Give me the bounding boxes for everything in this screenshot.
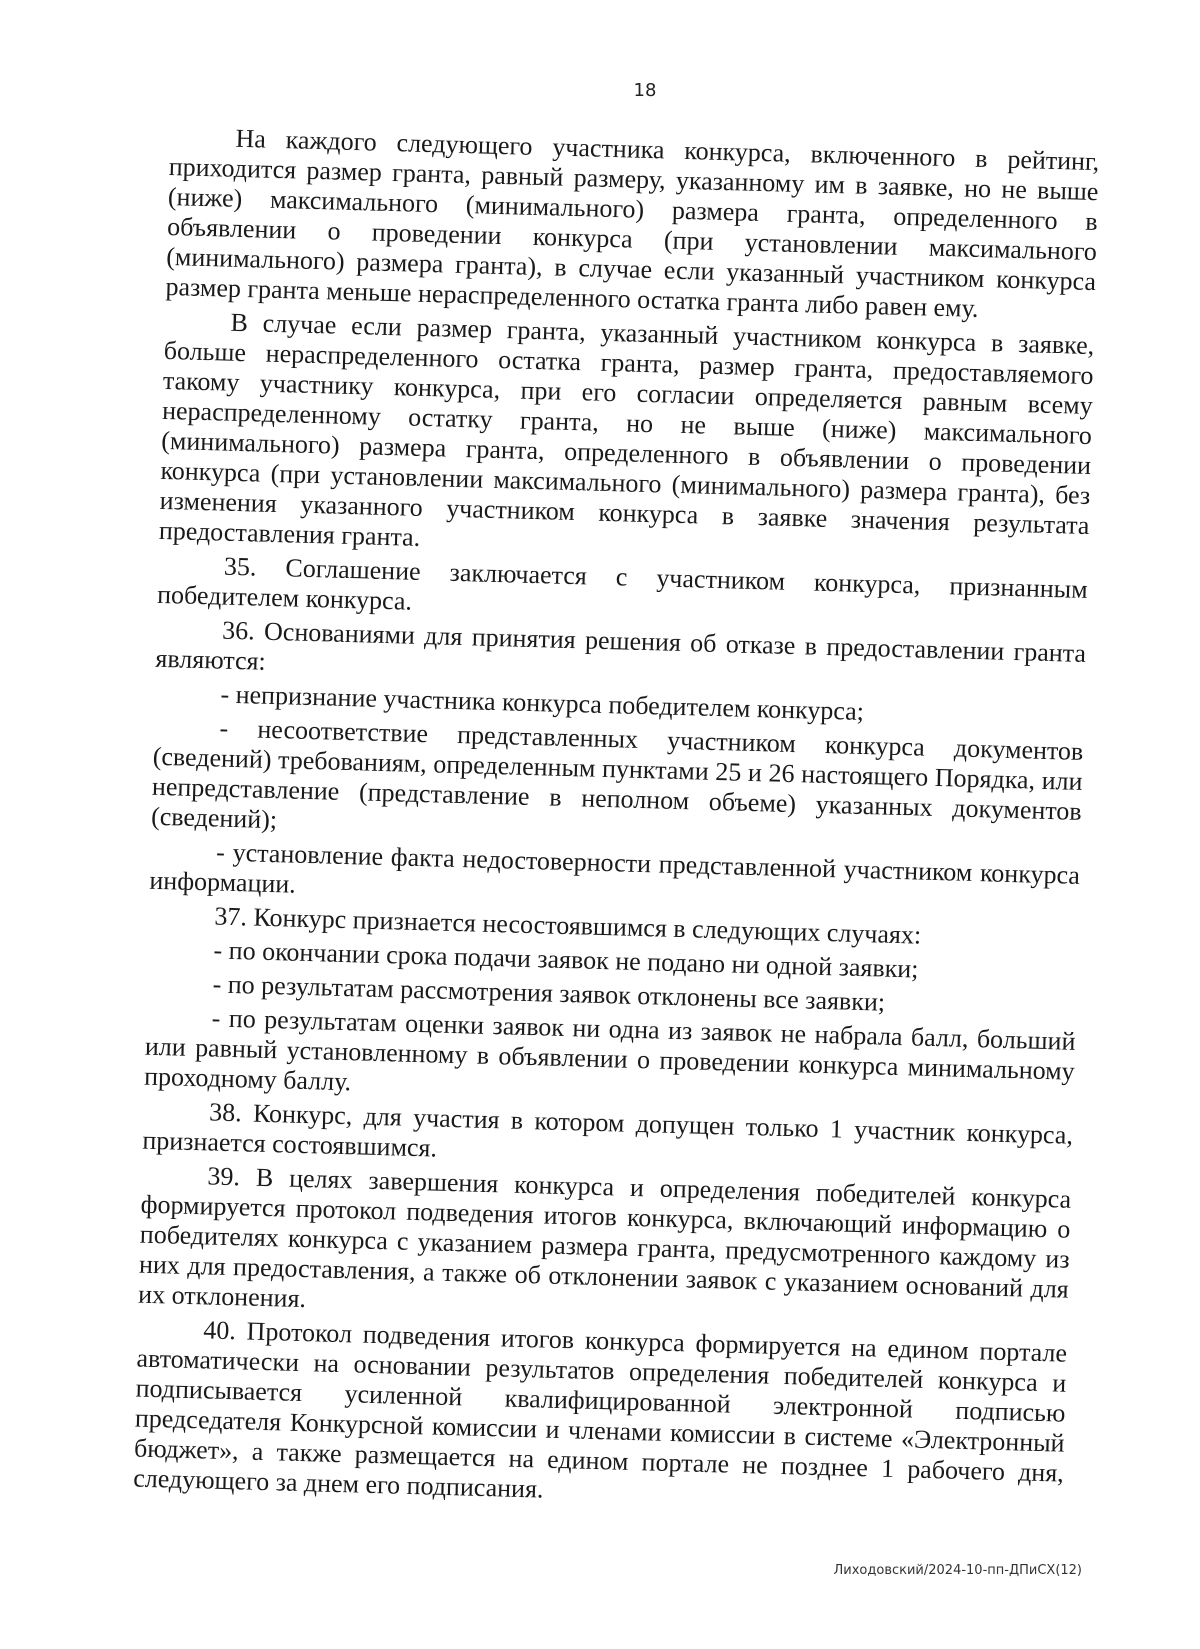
paragraph-36: 36. Основаниями для принятия решения об отказе в предоставлении гранта являются: — [155, 615, 1087, 676]
paragraph-grant-exceeds-remainder: В случае если размер гранта, указанный участником конкурса в заявке, больше нераспределенного остатка гранта, размер гранта, предоставляемого такому участнику конкурса, при его согласии определяется равным всему нераспределенному остатку гранта, но не выше (ниже) максимального (минимального) размера гранта, определенного в объявлении о проведении конкурса (при установлении максимального (минимального) размера гранта), без изменения указанного участником конкурса в заявке значения результата предоставления гранта. — [158, 307, 1095, 552]
paragraph-38: 38. Конкурс, для участия в котором допущен только 1 участник конкурса, признается состоявшимся. — [142, 1097, 1074, 1163]
list-item-37-2: - по результатам рассмотрения заявок отклонены все заявки; — [212, 969, 886, 1017]
list-item-37-1: - по окончании срока подачи заявок не подано ни одной заявки; — [213, 935, 919, 984]
list-item-36-2: - несоответствие представленных участником конкурса документов (сведений) требованиям, определенным пунктами 25 и 26 настоящего Порядка, или непредставление (представление в неполном объеме) указанных документов (сведений); — [150, 713, 1084, 835]
list-item-36-3: - установление факта недостоверности представленной участником конкурса информации. — [149, 837, 1081, 899]
document-body — [133, 122, 1100, 1523]
paragraph-40: 40. Протокол подведения итогов конкурса формируется на едином портале автоматически на основании результатов определения победителей конкурса и подписывается усиленной квалифицированной электронной подписью председателя Конкурсной комиссии и членами комиссии в системе «Электронный бюджет», а также размещается на едином портале не позднее 1 рабочего дня, следующего за днем его подписания. — [132, 1315, 1068, 1504]
footer-document-code: Лиходовский/2024-10-пп-ДПиСХ(12) — [833, 1563, 1082, 1578]
list-item-36-1: - непризнание участника конкурса победителем конкурса; — [220, 679, 865, 726]
paragraph-grant-next-participant: На каждого следующего участника конкурса, включенного в рейтинг, приходится размер гранта, равный размеру, указанному им в заявке, но не выше (ниже) максимального (минимального) размера гранта, определенного в объявлении о проведении конкурса (при установлении максимального (минимального) размера гранта), в случае если указанный участником конкурса размер гранта меньше нераспределенного остатка гранта либо равен ему. — [165, 123, 1100, 323]
list-item-37-3: - по результатам оценки заявок ни одна из заявок не набрала балл, больший или равный установленному в объявлении о проведении конкурса минимальному проходному баллу. — [143, 1003, 1076, 1097]
paragraph-35: 35. Соглашение заключается с участником конкурса, признанным победителем конкурса. — [156, 551, 1089, 616]
paragraph-37: 37. Конкурс признается несостоявшимся в следующих случаях: — [214, 901, 922, 950]
paragraph-39: 39. В целях завершения конкурса и определения победителей конкурса формируется протокол подведения итогов конкурса, включающий информацию о победителях конкурса с указанием размера гранта, предусмотренного каждому из них для предоставления, а также об отклонении заявок с указанием оснований для их отклонения. — [137, 1161, 1072, 1314]
page-number: 18 — [633, 80, 657, 101]
